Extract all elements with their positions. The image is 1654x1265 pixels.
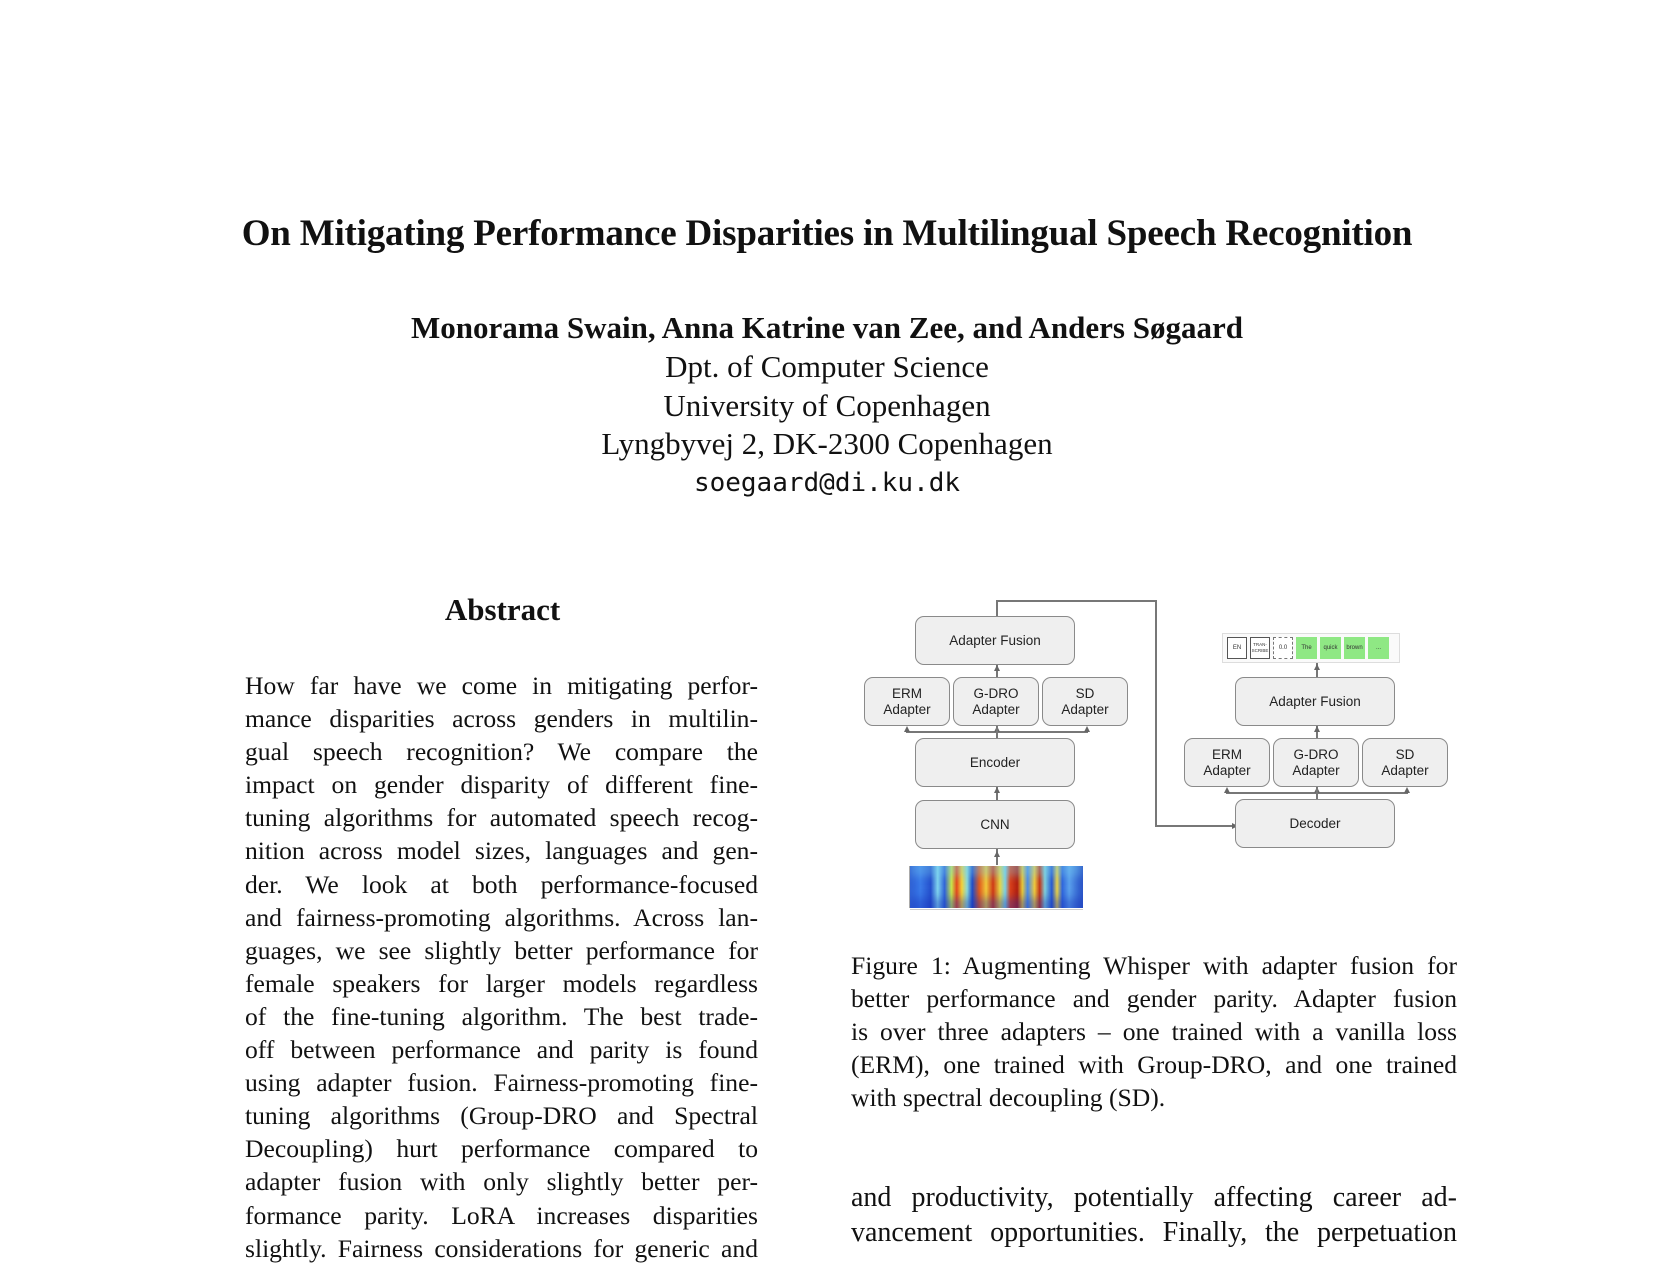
caption-line: is over three adapters – one trained with a vanilla loss [851,1017,1457,1046]
box-label: Adapter [1203,762,1251,778]
caption-line: better performance and gender parity. Adapter fusion [851,984,1457,1013]
abstract-line: How far have we come in mitigating perfor- [245,671,758,700]
box-label: G-DRO [973,685,1019,701]
caption-line: (ERM), one trained with Group-DRO, and one trained [851,1050,1457,1079]
affiliation-university: University of Copenhagen [663,388,991,423]
encoder-adapter-fusion-box [915,616,1075,665]
box-label: SD [1075,685,1095,701]
box-label: Adapter [1381,762,1429,778]
encoder-erm-adapter-box [864,677,950,726]
token-timestamp: 0.0 [1273,637,1293,659]
abstract-line: and fairness-promoting algorithms. Across lan- [245,902,758,932]
arrow-up-icon [1084,726,1090,732]
abstract-line: Decoupling) hurt performance compared to [245,1134,758,1164]
body-line: vancement opportunities. Finally, the perpetuation [851,1217,1457,1248]
decoder-adapter-fusion-box [1235,677,1395,726]
box-label: ERM [1211,746,1242,762]
body-text-right-column [851,1180,1457,1250]
box-label: Adapter [883,701,931,717]
box-label: G-DRO [1293,746,1339,762]
abstract-line: gual speech recognition? We compare the [245,737,758,767]
abstract-line: of the fine-tuning algorithm. The best trade- [245,1001,758,1031]
box-label: CNN [980,816,1010,832]
token-task: TRAN-SCRIBE [1250,637,1270,659]
abstract-line: using adapter fusion. Fairness-promoting fine- [245,1068,758,1098]
decoder-erm-adapter-box [1184,738,1270,787]
arrow-up-icon [994,851,1000,857]
author-email: soegaard@di.ku.dk [693,468,961,498]
affiliation-address: Lyngbyvej 2, DK-2300 Copenhagen [601,426,1053,461]
author-list: Monorama Swain, Anna Katrine van Zee, and Anders Søgaard [411,310,1243,345]
arrow-up-icon [994,787,1000,793]
output-token-strip [1222,633,1400,663]
abstract-line: tuning algorithms for automated speech recog- [245,803,758,833]
abstract-line: formance parity. LoRA increases disparities [245,1200,758,1230]
token-word: The [1296,637,1317,659]
encoder-box [915,738,1075,787]
encoder-sd-adapter-box [1042,677,1128,726]
box-label: Adapter Fusion [949,632,1041,648]
abstract-line: guages, we see slightly better performance for [245,935,758,965]
decoder-sd-adapter-box [1362,738,1448,787]
connector-line [996,600,998,616]
box-label: Adapter [1061,701,1109,717]
box-label: Encoder [969,754,1021,770]
abstract-line: adapter fusion with only slightly better per- [245,1167,758,1197]
abstract-line: mance disparities across genders in multilin- [245,704,758,734]
body-line: and productivity, potentially affecting career ad- [851,1182,1457,1213]
connector-line [996,726,998,738]
connector-line [1155,600,1157,826]
arrow-up-icon [904,726,910,732]
abstract-body [245,669,758,1265]
box-label: Decoder [1289,815,1341,831]
decoder-box [1235,799,1395,848]
arrow-up-icon [994,665,1000,671]
connector-line [1155,825,1237,827]
spectrogram-axis [910,909,1083,913]
abstract-line: impact on gender disparity of different fine- [245,770,758,800]
token-word: brown [1344,637,1365,659]
caption-line: Figure 1: Augmenting Whisper with adapter fusion for [851,951,1457,980]
token-ellipsis: ... [1368,637,1389,659]
arrow-up-icon [1404,787,1410,793]
arrow-up-icon [1224,787,1230,793]
box-label: Adapter [1292,762,1340,778]
connector-line [1316,787,1318,799]
token-word: quick [1320,637,1341,659]
arrow-up-icon [1314,664,1320,670]
encoder-gdro-adapter-box [953,677,1039,726]
box-label: SD [1395,746,1415,762]
box-label: Adapter Fusion [1269,693,1361,709]
connector-line [996,600,1156,602]
token-language: EN [1227,637,1247,659]
abstract-line: tuning algorithms (Group-DRO and Spectral [245,1101,758,1131]
abstract-line: female speakers for larger models regardless [245,968,758,998]
abstract-heading: Abstract [444,592,561,627]
paper-title: On Mitigating Performance Disparities in Multilingual Speech Recognition [241,213,1413,254]
abstract-line: der. We look at both performance-focused [245,869,758,899]
spectrogram-image [910,866,1083,908]
cnn-box [915,800,1075,849]
figure-caption [851,949,1457,1114]
abstract-line: off between performance and parity is found [245,1035,758,1065]
abstract-line: nition across model sizes, languages and gen- [245,836,758,866]
arrow-up-icon [1314,726,1320,732]
affiliation-department: Dpt. of Computer Science [665,349,989,384]
caption-line: with spectral decoupling (SD). [851,1083,1166,1112]
box-label: Adapter [972,701,1020,717]
decoder-gdro-adapter-box [1273,738,1359,787]
abstract-line: slightly. Fairness considerations for generic and [245,1233,758,1263]
box-label: ERM [891,685,922,701]
